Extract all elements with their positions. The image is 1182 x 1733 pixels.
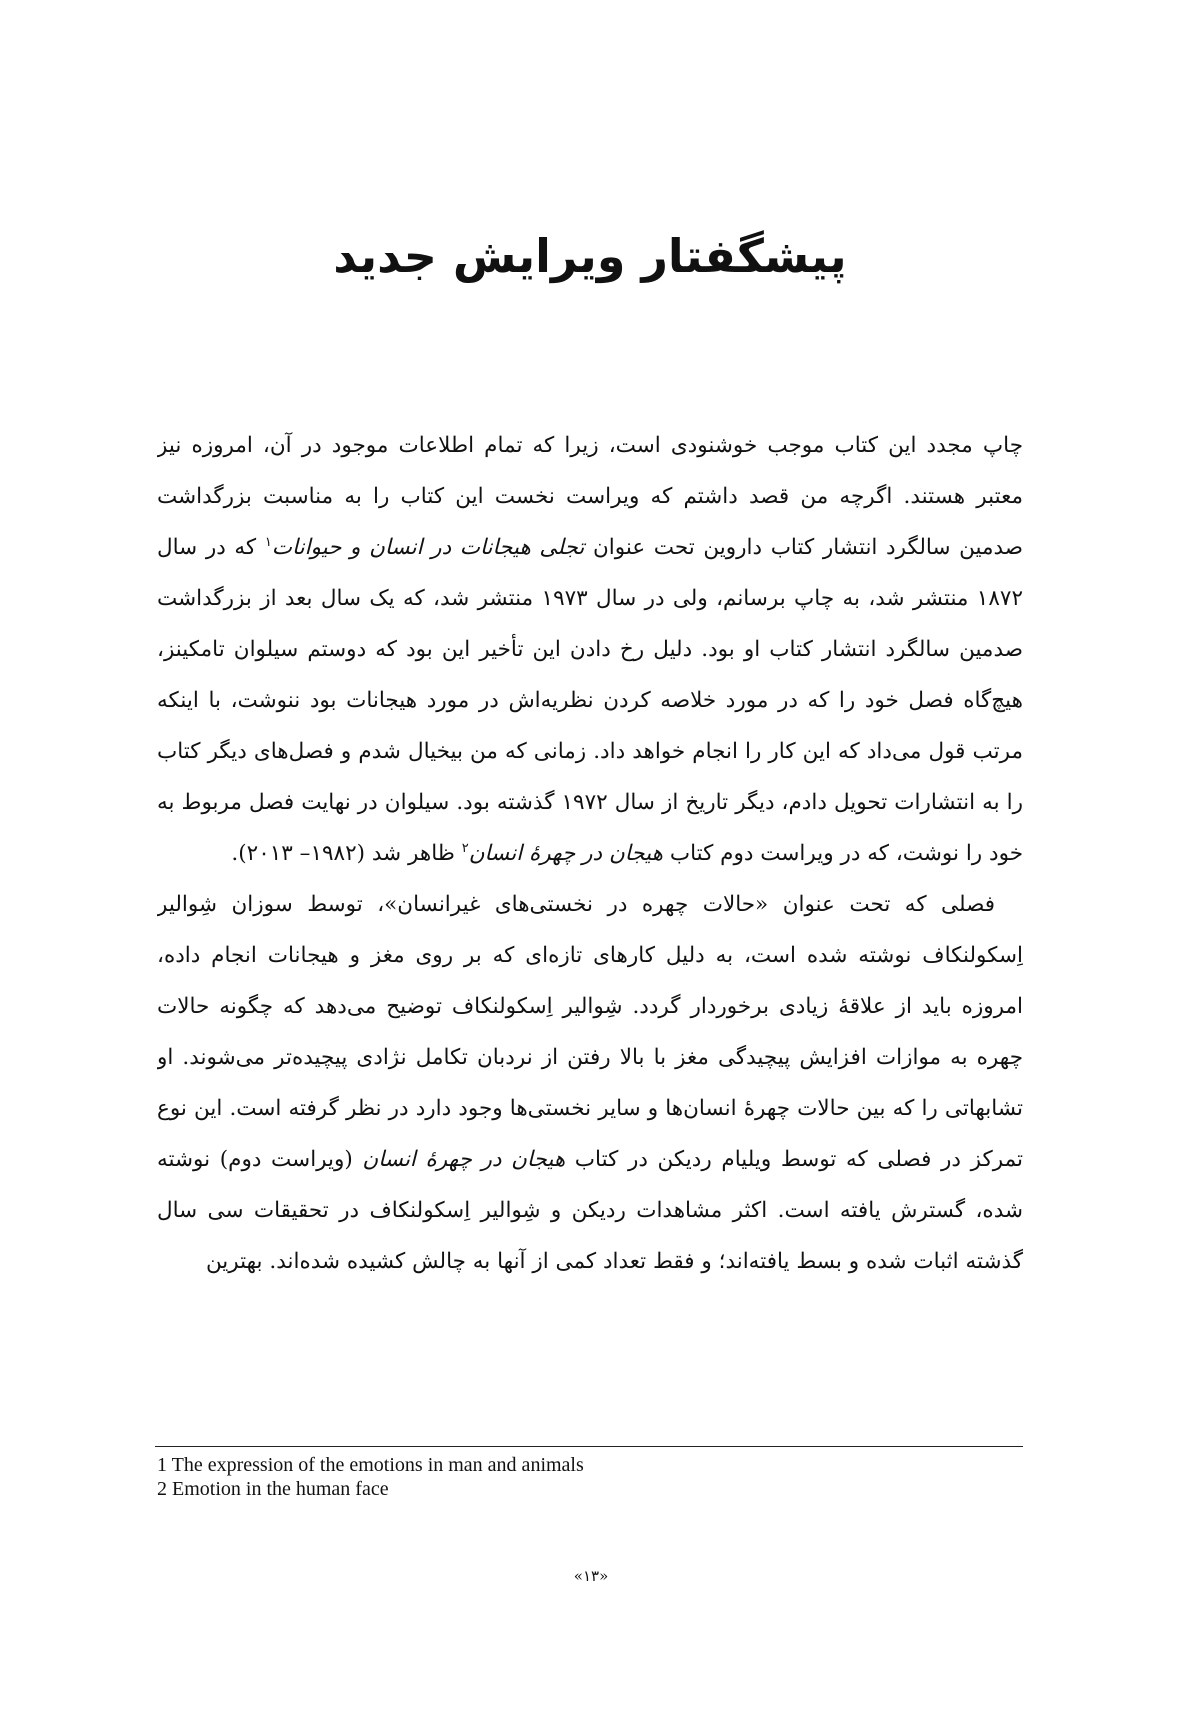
paragraph-2-text-b: (ویراست دوم) نوشته شده، گسترش یافته است. اکثر مشاهدات ردیکن و شِوالیر اِسکولنکاف در تحقیقات سی سال گذشته اثبات شده و بسط یافته‌اند؛ و فقط تعداد کمی از آنها به چالش کشیده شده‌اند. بهترین — [157, 1147, 1023, 1274]
paragraph-2-text-a: فصلی که تحت عنوان «حالات چهره در نخستی‌های غیرانسان»، توسط سوزان شِوالیر اِسکولنکاف نوشته شده است، به دلیل کارهای تازه‌ای که بر روی مغز و هیجانات انجام داده، امروزه باید از علاقهٔ زیادی برخوردار گردد. شِوالیر اِسکولنکاف توضیح می‌دهد که چگونه حالات چهره به موازات افزایش پیچیدگی مغز با بالا رفتن از نردبان تکامل نژادی پیچیده‌تر می‌شوند. او تشابهاتی را که بین حالات چهرهٔ انسان‌ها و سایر نخستی‌ها وجود دارد در نظر گرفته است. این نوع تمرکز در فصلی که توسط ویلیام ردیکن در کتاب — [157, 892, 1023, 1172]
page-title: پیشگفتار ویرایش جدید — [333, 228, 847, 283]
footnote-2: 2 Emotion in the human face — [157, 1478, 389, 1500]
paragraph-2 — [157, 879, 1023, 1287]
paragraph-1 — [157, 420, 1023, 879]
book-title-darwin: تجلی هیجانات در انسان و حیوانات — [271, 535, 585, 560]
paragraph-1-text-c: ظاهر شد (۱۹۸۲– ۲۰۱۳). — [231, 841, 462, 866]
book-title-emotion-face: هیجان در چهرهٔ انسان — [468, 841, 663, 866]
page-number: «۱۳» — [573, 1567, 609, 1585]
footnotes — [157, 1453, 1023, 1501]
footnote-ref-2: ۲ — [461, 840, 469, 856]
footnote-divider — [155, 1446, 1023, 1447]
footnote-1: 1 The expression of the emotions in man and animals — [157, 1454, 584, 1476]
paragraph-1-text-a: چاپ مجدد این کتاب موجب خوشنودی است، زیرا که تمام اطلاعات موجود در آن، امروزه نیز معتبر هستند. اگرچه من قصد داشتم که ویراست نخست این کتاب را به مناسبت بزرگداشت صدمین سالگرد انتشار کتاب داروین تحت عنوان — [157, 433, 1023, 560]
book-title-emotion-face-2: هیجان در چهرهٔ انسان — [362, 1147, 566, 1172]
footnote-ref-1: ۱ — [264, 534, 272, 550]
paragraph-1-text-b: که در سال ۱۸۷۲ منتشر شد، به چاپ برسانم، ولی در سال ۱۹۷۳ منتشر شد، که یک سال بعد از بزرگداشت صدمین سالگرد انتشار کتاب او بود. دلیل رخ دادن این تأخیر این بود که دوستم سیلوان تامکینز، هیچ‌گاه فصل خود را که در مورد خلاصه کردن نظریه‌اش در مورد هیجانات بود ننوشت، با اینکه مرتب قول می‌داد که این کار را انجام خواهد داد. زمانی که من بیخیال شدم و فصل‌های دیگر کتاب را به انتشارات تحویل دادم، دیگر تاریخ از سال ۱۹۷۲ گذشته بود. سیلوان در نهایت فصل مربوط به خود را نوشت، که در ویراست دوم کتاب — [157, 535, 1023, 866]
body-text — [157, 420, 1023, 1425]
